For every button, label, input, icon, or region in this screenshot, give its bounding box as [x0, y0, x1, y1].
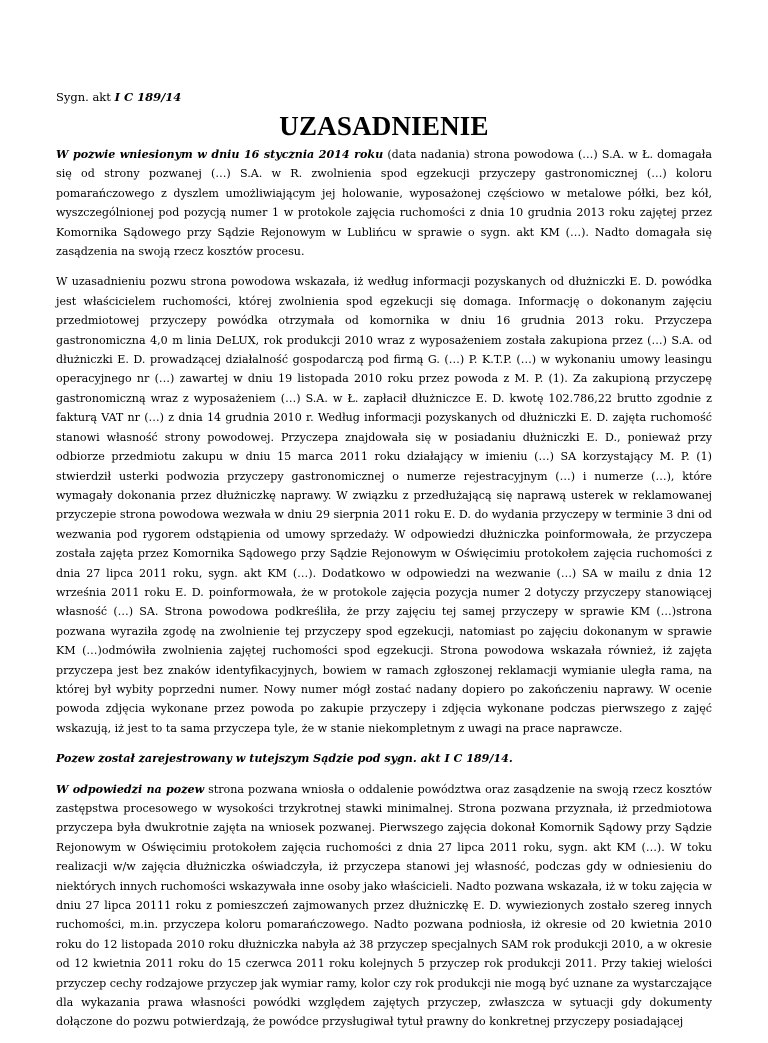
paragraph-claim-body: (data nadania) strona powodowa (…) S.A. w Ł. domagała się od strony pozwanej (…) S.A. w R. zwolnienia spod egzekucji przyczepy gastronomicznej (…) koloru pomarańczowego z dyszlem umożliwiającym jej holowanie, wyposażonej częściowo w metalowe półki, bez kół, wyszczególnionej pod pozycją numer 1 w protokole zajęcia ruchomości z dnia 10 grudnia 2013 roku zajętej przez Komornika Sądowego przy Sądzie Rejonowym w Lublińcu w sprawie o sygn. akt KM (…). Nadto domagała się zasądzenia na swoją rzecz kosztów procesu. — [56, 148, 712, 259]
registration-heading: Pozew został zarejestrowany w tutejszym Sądzie pod sygn. akt I C 189/14. — [56, 752, 513, 766]
paragraph-claim — [56, 145, 712, 261]
paragraph-justification: W uzasadnieniu pozwu strona powodowa wskazała, iż według informacji pozyskanych od dłużniczki E. D. powódka jest właścicielem ruchomości, której zwolnienia spod egzekucji się domaga. Informację o dokonanym zajęciu przedmiotowej przyczepy powódka otrzymała od komornika w dniu 16 grudnia 2013 roku. Przyczepa gastronomiczna 4,0 m linia DeLUX, rok produkcji 2010 wraz z wyposażeniem została zakupiona przez (…) S.A. od dłużniczki E. D. prowadzącej działalność gospodarczą pod firmą G. (…) P. K.T.P. (…) w wykonaniu umowy leasingu operacyjnego nr (…) zawartej w dniu 19 listopada 2010 roku przez powoda z M. P. (1). Za zakupioną przyczepę gastronomiczną wraz z wyposażeniem (…) S.A. w Ł. zapłacił dłużniczce E. D. kwotę 102.786,22 brutto zgodnie z fakturą VAT nr (…) z dnia 14 grudnia 2010 r. Według informacji pozyskanych od dłużniczki E. D. zajęta ruchomość stanowi własność strony powodowej. Przyczepa znajdowała się w posiadaniu dłużniczki E. D., ponieważ przy odbiorze przedmiotu zakupu w dniu 15 marca 2011 roku działający w imieniu (…) SA korzystający M. P. (1) stwierdził usterki podwozia przyczepy gastronomicznej o numerze rejestracyjnym (…) i numerze (…), które wymagały dokonania przez dłużniczkę naprawy. W związku z przedłużającą się naprawą usterek w reklamowanej przyczepie strona powodowa wezwała w dniu 29 sierpnia 2011 roku E. D. do wydania przyczepy w terminie 3 dni od wezwania pod rygorem odstąpienia od umowy sprzedaży. W odpowiedzi dłużniczka poinformowała, że przyczepa została zajęta przez Komornika Sądowego przy Sądzie Rejonowym w Oświęcimiu protokołem zajęcia ruchomości z dnia 27 lipca 2011 roku, sygn. akt KM (…). Dodatkowo w odpowiedzi na wezwanie (…) SA w mailu z dnia 12 września 2011 roku E. D. poinformowała, że w protokole zajęcia pozycja numer 2 dotyczy przyczepy stanowiącej własność (…) SA. Strona powodowa podkreśliła, że przy zajęciu tej samej przyczepy w sprawie KM (…)strona pozwana wyraziła zgodę na zwolnienie tej przyczepy spod egzekucji, natomiast po zajęciu dokonanym w sprawie KM (…)odmówiła zwolnienia zajętej ruchomości spod egzekucji. Strona powodowa wskazała również, iż zajęta przyczepa jest bez znaków identyfikacyjnych, bowiem w ramach zgłoszonej reklamacji wymianie uległa rama, na której był wybity poprzedni numer. Nowy numer mógł zostać nadany dopiero po zakończeniu naprawy. W ocenie powoda zdjęcia wykonane przez powoda po zakupie przyczepy i zdjęcia wykonane podczas pierwszego z zajęć wskazują, iż jest to ta sama przyczepa tyle, że w stanie niekompletnym z uwagi na prace naprawcze. — [56, 275, 712, 735]
document-title: UZASADNIENIE — [279, 111, 489, 141]
case-signature-prefix: Sygn. akt — [56, 90, 115, 104]
paragraph-response-lead: W odpowiedzi na pozew — [56, 782, 205, 796]
paragraph-response — [56, 780, 712, 1032]
case-signature — [56, 89, 712, 105]
paragraph-claim-lead: W pozwie wniesionym w dniu 16 stycznia 2014 roku — [56, 148, 384, 161]
document-page — [56, 89, 712, 1043]
case-signature-number: I C 189/14 — [114, 90, 182, 104]
paragraph-response-body: strona pozwana wniosła o oddalenie powództwa oraz zasądzenie na swoją rzecz kosztów zastępstwa procesowego w wysokości trzykrotnej stawki minimalnej. Strona pozwana przyznała, iż przedmiotowa przyczepa była dwukrotnie zajęta na wniosek pozwanej. Pierwszego zajęcia dokonał Komornik Sądowy przy Sądzie Rejonowym w Oświęcimiu protokołem zajęcia ruchomości z dnia 27 lipca 2011 roku, sygn. akt KM (…). W toku realizacji w/w zajęcia dłużniczka oświadczyła, iż przyczepa stanowi jej własność, podczas gdy w odniesieniu do niektórych innych ruchomości wskazywała inne osoby jako właścicieli. Nadto pozwana wskazała, iż w toku zajęcia w dniu 27 lipca 20111 roku z pomieszczeń zajmowanych przez dłużniczkę E. D. wywiezionych zostało szereg innych ruchomości, m.in. przyczepa koloru pomarańczowego. Nadto pozwana podniosła, iż okresie od 20 kwietnia 2010 roku do 12 listopada 2010 roku dłużniczka nabyła aż 38 przyczep specjalnych SAM rok produkcji 2010, a w okresie od 12 kwietnia 2011 roku do 15 czerwca 2011 roku kolejnych 5 przyczep rok produkcji 2011. Przy takiej wielości przyczep cechy rodzajowe przyczep jak wymiar ramy, kolor czy rok produkcji nie mogą być uznane za wystarczające dla wykazania prawa własności powódki względem zajętych przyczep, zwłaszcza w sytuacji gdy dokumenty dołączone do pozwu potwierdzają, że powódce przysługiwał tytuł prawny do konkretnej przyczepy posiadającej — [56, 782, 712, 1029]
